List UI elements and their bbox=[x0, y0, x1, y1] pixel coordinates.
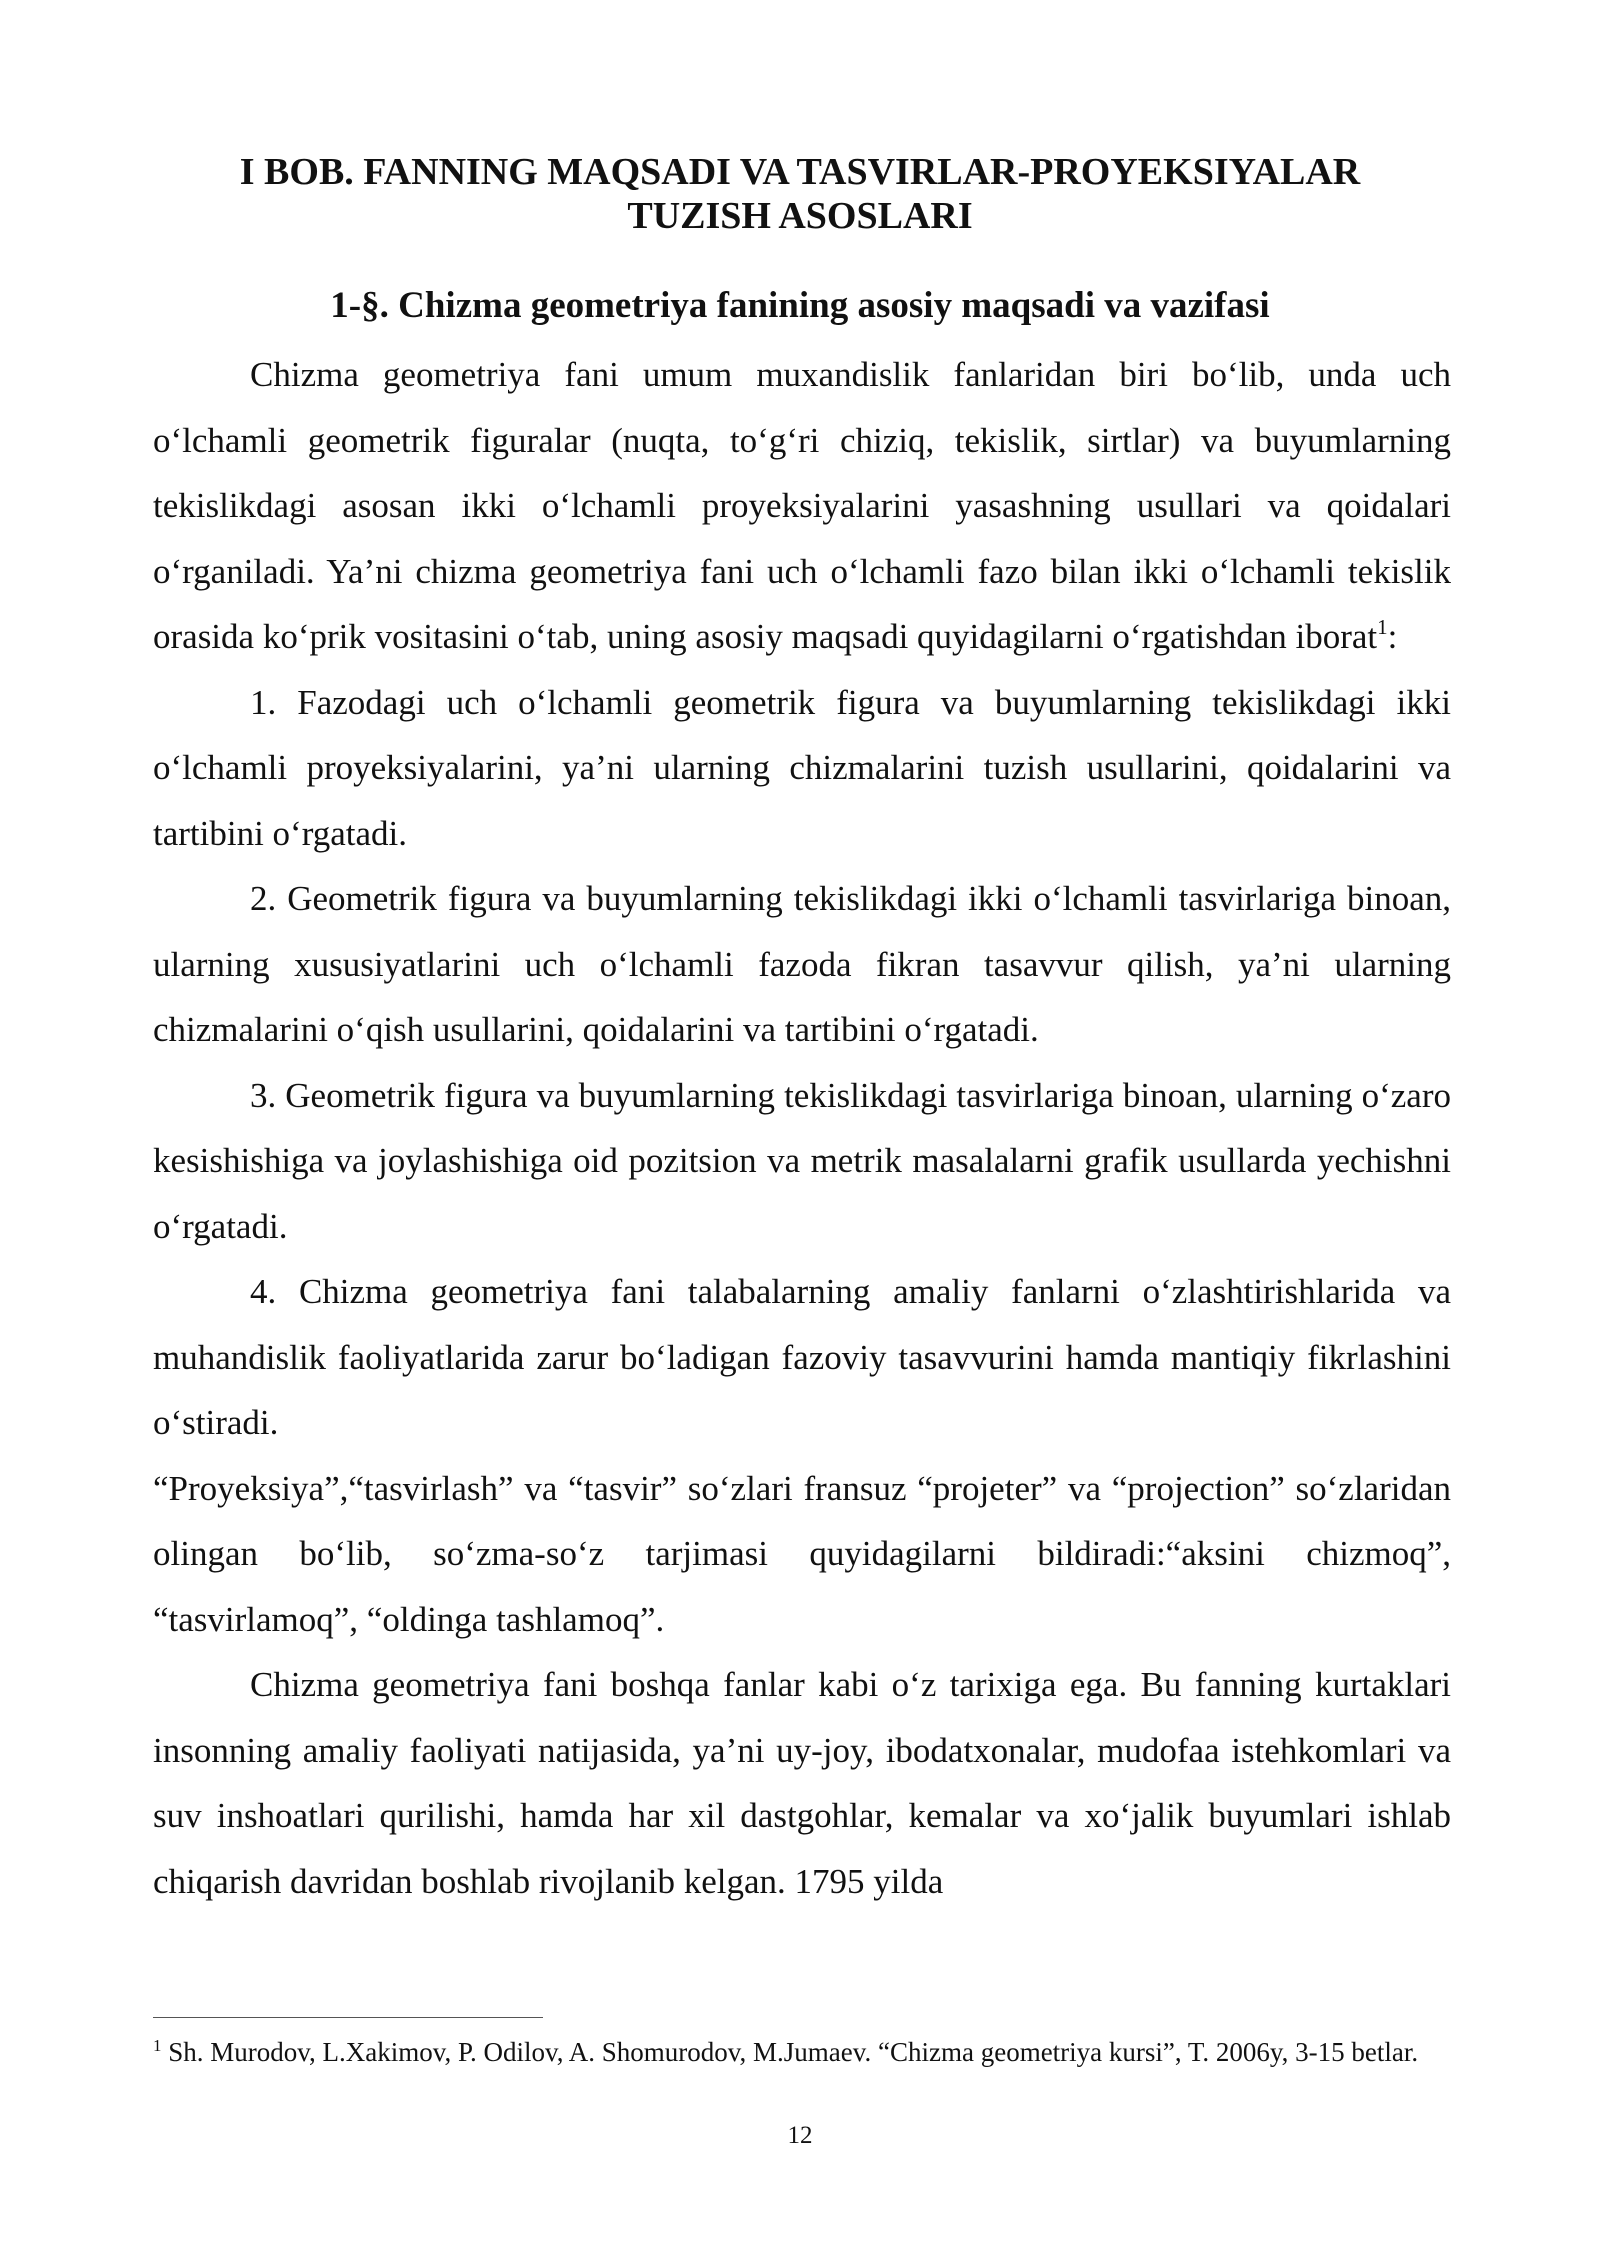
intro-tail: : bbox=[1387, 617, 1398, 656]
chapter-title-line1: I BOB. FANNING MAQSADI VA TASVIRLAR-PROYEKSIYALAR bbox=[239, 151, 1361, 193]
intro-paragraph bbox=[153, 342, 1451, 670]
etymology-paragraph: “Proyeksiya”,“tasvirlash” va “tasvir” so‘zlari fransuz “projeter” va “projection” so‘zlaridan olingan bo‘lib, so‘zma-so‘z tarjimasi quyidagilarni bildiradi:“aksini chizmoq”, “tasvirlamoq”, “oldinga tashlamoq”. bbox=[153, 1468, 1451, 1639]
chapter-title-line2: TUZISH ASOSLARI bbox=[627, 195, 973, 237]
section-title: 1-§. Chizma geometriya fanining asosiy maqsadi va vazifasi bbox=[330, 285, 1270, 326]
page-number: 12 bbox=[787, 2122, 813, 2149]
list-item-1: 1. Fazodagi uch o‘lchamli geometrik figura va buyumlarning tekislikdagi ikki o‘lchamli proyeksiyalarini, ya’ni ularning chizmalarini tuzish usullarini, qoidalarini va tartibini o‘rgatadi. bbox=[153, 682, 1451, 853]
footnote-marker: 1 bbox=[153, 2036, 162, 2055]
history-paragraph: Chizma geometriya fani boshqa fanlar kabi o‘z tarixiga ega. Bu fanning kurtaklari insonning amaliy faoliyati natijasida, ya’ni uy-joy, ibodatxonalar, mudofaa istehkomlari va suv inshoatlari qurilishi, hamda har xil dastgohlar, kemalar va xo‘jalik buyumlari ishlab chiqarish davridan boshlab rivojlanib kelgan. 1795 yilda bbox=[153, 1665, 1451, 1901]
footnote-divider bbox=[153, 2017, 543, 2018]
list-item-3: 3. Geometrik figura va buyumlarning tekislikdagi tasvirlariga binoan, ularning o‘zaro kesishishiga va joylashishiga oid pozitsion va metrik masalalarni grafik usullarda yechishni o‘rgatadi. bbox=[153, 1075, 1451, 1246]
list-item-4: 4. Chizma geometriya fani talabalarning amaliy fanlarni o‘zlashtirishlarida va muhandislik faoliyatlarida zarur bo‘ladigan fazoviy tasavvurini hamda mantiqiy fikrlashini o‘stiradi. bbox=[153, 1272, 1451, 1442]
footnote bbox=[153, 2036, 1451, 2069]
chapter-title bbox=[150, 150, 1450, 238]
list-item-2: 2. Geometrik figura va buyumlarning tekislikdagi ikki o‘lchamli tasvirlariga binoan, ularning xususiyatlarini uch o‘lchamli fazoda fikran tasavvur qilish, ya’ni ularning chizmalarini o‘qish usullarini, qoidalarini va tartibini o‘rgatadi. bbox=[153, 879, 1451, 1049]
footnote-reference[interactable]: 1 bbox=[1377, 615, 1388, 639]
body-text bbox=[153, 342, 1451, 1914]
footnote-text: Sh. Murodov, L.Xakimov, P. Odilov, A. Shomurodov, M.Jumaev. “Chizma geometriya kursi”, T. 2006y, 3-15 betlar. bbox=[161, 2037, 1419, 2067]
intro-text: Chizma geometriya fani umum muxandislik fanlaridan biri bo‘lib, unda uch o‘lchamli geometrik figuralar (nuqta, to‘g‘ri chiziq, tekislik, sirtlar) va buyumlarning tekislikdagi asosan ikki o‘lchamli proyeksiyalarini yasashning usullari va qoidalari o‘rganiladi. Ya’ni chizma geometriya fani uch o‘lchamli fazo bilan ikki o‘lchamli tekislik orasida ko‘prik vositasini o‘tab, uning asosiy maqsadi quyidagilarni o‘rgatishdan iborat bbox=[153, 355, 1451, 656]
